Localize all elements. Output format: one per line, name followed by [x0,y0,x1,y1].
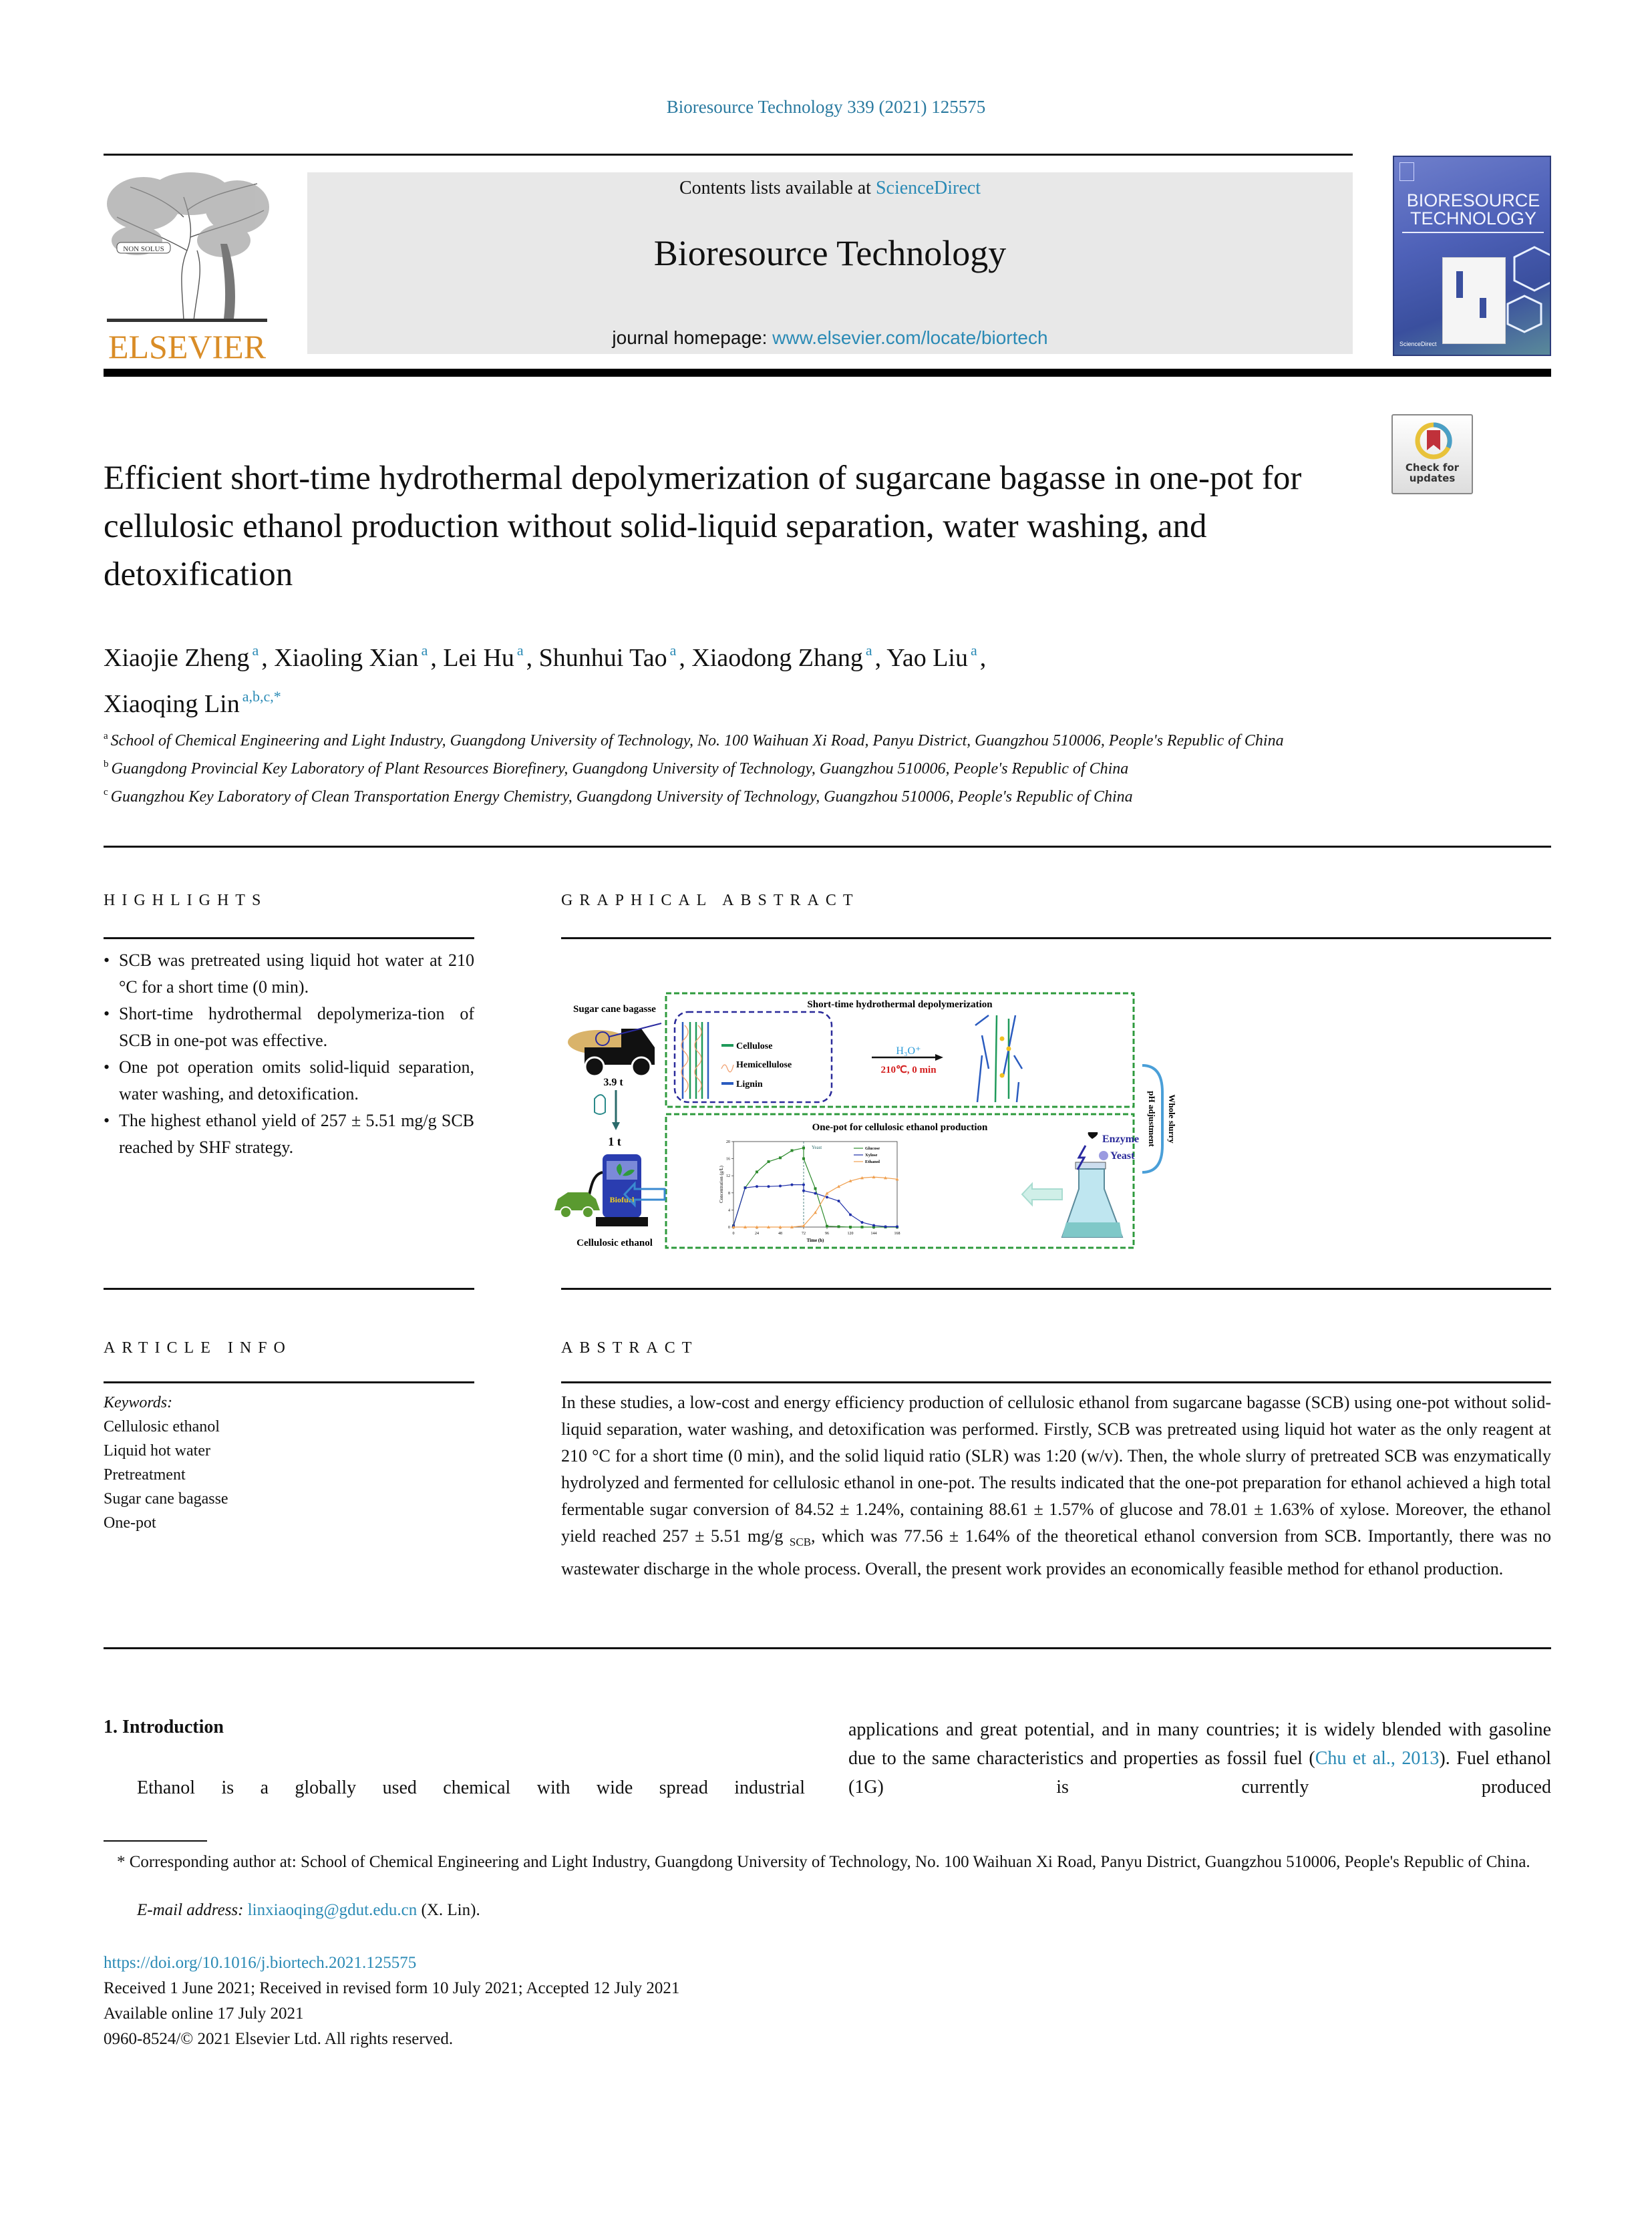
x-tick-label: 0 [732,1232,735,1236]
abstract-body [561,1389,1551,1582]
data-point-glucose [814,1187,817,1190]
legend-label-xylose: Xylose [865,1153,878,1158]
author-name[interactable]: Lei Hu [443,644,514,672]
author-affiliation-marker[interactable]: a [865,642,872,659]
logo-motto: NON SOLUS [123,245,164,253]
enzyme-icon [1088,1132,1098,1139]
data-point-xylose [896,1225,898,1228]
cover-title-line2: TECHNOLOGY [1410,208,1537,228]
x-tick-label: 120 [847,1232,854,1236]
truck-icon [568,1023,661,1076]
legend-label-glucose: Glucose [865,1146,880,1151]
received-dates: Received 1 June 2021; Received in revised form 10 July 2021; Accepted 12 July 2021 [104,1979,680,1997]
data-point-glucose [826,1225,828,1228]
author-name[interactable]: Xiaodong Zhang [691,644,863,672]
contents-line [307,178,1353,199]
annotation-label: Yeast [812,1145,822,1150]
crossmark-label [1393,462,1472,484]
y-tick-label: 16 [726,1157,730,1162]
data-point-glucose [802,1158,805,1160]
car-icon [554,1192,600,1218]
crossmark-label-line2: updates [1409,472,1456,484]
data-point-xylose [849,1213,852,1216]
x-tick-label: 96 [825,1232,829,1236]
author-separator: , [874,644,887,672]
data-point-xylose [884,1225,887,1228]
yeast-icon [1099,1151,1108,1160]
ga-condition: 210℃, 0 min [880,1065,937,1075]
journal-name: Bioresource Technology [653,233,1007,273]
ga-label-biofuel: Biofuel [609,1195,635,1204]
data-point-glucose [768,1160,770,1163]
affiliation-text: Guangdong Provincial Key Laboratory of Plant Resources Biorefinery, Guangdong University of Technology, Guangzhou 510006, People's Republic of China [111,760,1129,778]
keyword: Sugar cane bagasse [104,1490,228,1508]
corresponding-author-text: * Corresponding author at: School of Chemical Engineering and Light Industry, Guangdong University of Technology, No. 100 Waihuan Xi Road, Panyu District, Guangzhou 510006, People's Republic of China. [117,1853,1530,1871]
x-tick-label: 72 [802,1232,806,1236]
abstract-heading: ABSTRACT [561,1339,699,1357]
affiliation-marker: c [104,787,108,798]
flask-to-chart-arrow-icon [1022,1184,1062,1205]
section-rule [561,1288,1551,1290]
introduction-column-2 [848,1715,1551,1802]
data-point-glucose [838,1225,840,1228]
fuel-pump-icon [585,1154,648,1226]
keyword: One-pot [104,1514,156,1532]
abstract-rule [561,1381,1551,1383]
header-thick-rule [104,369,1551,377]
email-link[interactable]: linxiaoqing@gdut.edu.cn [247,1901,418,1919]
author-affiliation-marker[interactable]: a [252,642,259,659]
data-point-xylose [744,1186,747,1189]
author-list [104,631,1373,723]
ga-label-sugar-cane: Sugar cane bagasse [573,1004,656,1015]
affiliation-marker: b [104,759,109,770]
homepage-prefix: journal homepage: [612,327,773,348]
cover-title-line1: BIORESOURCE [1406,190,1540,210]
header-rule [104,154,1353,156]
article-info-rule [104,1381,474,1383]
author-affiliation-marker[interactable]: a [970,642,977,659]
email-suffix: (X. Lin). [417,1901,480,1919]
legend-hemicellulose-swatch [721,1065,733,1072]
data-point-glucose [779,1156,782,1159]
y-tick-label: 4 [728,1208,730,1213]
highlights-rule [104,937,474,939]
check-for-updates-button[interactable] [1391,414,1473,494]
y-tick-label: 8 [728,1191,730,1196]
intro-text: applications and great potential, and in many countries; it is widely blended with gasoline due to the same characteristics and properties as fossil fuel ( [848,1719,1551,1769]
author-name[interactable]: Xiaoling Xian [274,644,419,672]
data-point-xylose [872,1224,875,1226]
affiliation-text: School of Chemical Engineering and Light Industry, Guangdong University of Technology, No. 100 Waihuan Xi Road, Panyu District, Guangzhou 510006, People's Republic of China [110,732,1284,749]
section-rule [104,1288,474,1290]
legend-label-ethanol: Ethanol [865,1160,880,1164]
author-name[interactable]: Yao Liu [886,644,968,672]
graphical-abstract-rule [561,937,1551,939]
introduction-heading: 1. Introduction [104,1717,224,1737]
data-point-glucose [849,1226,852,1228]
author-name[interactable]: Xiaoqing Lin [104,690,240,718]
abstract-text-part2: , which was 77.56 ± 1.64% of the theoretical ethanol conversion from SCB. Importantly, there was no wastewater discharge in the whole process. Overall, the present work provides an economically feasible method for ethanol production. [561,1526,1551,1579]
graphical-abstract-heading: GRAPHICAL ABSTRACT [561,892,860,909]
available-online: Available online 17 July 2021 [104,2005,304,2023]
highlight-item: • Short-time hydrothermal depolymeriza-tion of SCB in one-pot was effective. [104,1001,474,1054]
affiliation [104,753,1546,781]
ga-top-box-title: Short-time hydrothermal depolymerization [807,999,993,1010]
affiliation [104,781,1546,809]
highlight-item: • SCB was pretreated using liquid hot water at 210 °C for a short time (0 min). [104,947,474,1001]
homepage-line [307,327,1353,349]
affiliation-marker: a [104,731,108,741]
highlights-list [104,947,474,1161]
data-point-glucose [756,1170,758,1173]
copyright: 0960-8524/© 2021 Elsevier Ltd. All rights reserved. [104,2030,454,2048]
cover-title [1399,192,1547,228]
data-point-xylose [791,1184,794,1186]
corresponding-author-footnote [104,1849,1551,1875]
ga-label-cellulosic-ethanol: Cellulosic ethanol [576,1238,653,1248]
crossmark-label-line1: Check for [1405,462,1460,474]
section-rule [104,846,1551,848]
author-affiliation-marker[interactable]: a [516,642,524,659]
cover-sciencedirect: ScienceDirect [1399,341,1437,347]
author-separator: , [261,644,275,672]
lignocellulose-structure-icon [681,1022,708,1099]
cover-rule [1402,232,1544,233]
ga-label-mass-in: 3.9 t [603,1077,623,1088]
keyword: Pretreatment [104,1466,186,1484]
affiliation-text: Guangzhou Key Laboratory of Clean Transportation Energy Chemistry, Guangdong University of Technology, Guangzhou 510006, People's Republic of China [110,788,1133,806]
author-separator: , [430,644,444,672]
footnote-rule [104,1840,207,1842]
erlenmeyer-flask-icon [1062,1162,1122,1237]
intro-text: ). Fuel ethanol (1G) is currently produced [848,1748,1551,1798]
contents-prefix: Contents lists available at [679,178,876,198]
data-point-xylose [838,1200,840,1202]
data-point-xylose [814,1192,817,1194]
email-line [137,1901,480,1920]
journal-masthead [307,172,1353,354]
data-point-xylose [826,1196,828,1198]
author-name[interactable]: Shunhui Tao [538,644,667,672]
citation-link[interactable]: Chu et al., 2013 [1315,1748,1440,1769]
ga-side-label-ph: pH adjustment [1147,1091,1157,1147]
data-point-xylose [756,1185,758,1188]
email-label: E-mail address: [137,1901,248,1919]
abstract-text-part1: In these studies, a low-cost and energy efficiency production of cellulosic ethanol from sugarcane bagasse (SCB) using one-pot without solid-liquid separation, water washing, and detoxification was performed. Firstly, SCB was pretreated using liquid hot water as the only reagent at 210 °C for a short time (0 min), and the solid liquid ratio (SLR) was 1:20 (w/v). Then, the whole slurry of pretreated SCB was enzymatically hydrolyzed and fermented for cellulosic ethanol in one-pot. The results indicated that the one-pot preparation for ethanol achieved a high total fermentable sugar conversion of 84.52 ± 1.24%, containing 88.61 ± 1.57% of glucose and 78.01 ± 1.63% of xylose. Moreover, the ethanol yield reached 257 ± 5.51 mg/g [561,1393,1551,1546]
publisher-wordmark: ELSEVIER [108,328,267,365]
y-tick-label: 20 [726,1140,730,1144]
data-point-xylose [768,1185,770,1188]
fermentation-chart [719,1140,900,1243]
legend-lignin: Lignin [736,1079,763,1089]
x-tick-label: 48 [778,1232,782,1236]
x-tick-label: 168 [894,1232,900,1236]
y-axis-label: Concentration (g/L) [719,1166,724,1203]
ga-bottom-box-title: One-pot for cellulosic ethanol production [812,1122,988,1133]
affiliation-list [104,725,1546,809]
data-point-glucose [861,1226,864,1228]
author-affiliation-marker[interactable]: a,b,c,* [242,688,281,705]
author-name[interactable]: Xiaojie Zheng [104,644,250,672]
ga-label-yeast: Yeast [1110,1150,1135,1162]
introduction-column-1: Ethanol is a globally used chemical with wide spread industrial [137,1777,805,1798]
data-point-xylose [779,1185,782,1188]
journal-citation-link[interactable]: Bioresource Technology 339 (2021) 125575 [666,97,986,117]
data-point-xylose [802,1190,805,1192]
ga-side-label-slurry: Whole slurry [1167,1094,1177,1144]
data-point-xylose [861,1221,864,1224]
affiliation [104,725,1546,753]
y-tick-label: 0 [728,1226,730,1230]
highlights-heading: HIGHLIGHTS [104,892,268,909]
data-point-glucose [791,1149,794,1152]
ga-label-mass-out: 1 t [608,1135,621,1148]
x-tick-label: 24 [755,1232,759,1236]
keyword: Liquid hot water [104,1442,210,1460]
data-point-glucose [802,1147,805,1150]
journal-homepage-link[interactable]: www.elsevier.com/locate/biortech [772,327,1048,348]
highlight-item: • The highest ethanol yield of 257 ± 5.51 mg/g SCB reached by SHF strategy. [104,1107,474,1161]
ga-reagent: H₃O⁺ [896,1045,921,1057]
article-title: Efficient short-time hydrothermal depolymerization of sugarcane bagasse in one-pot for cellulosic ethanol production without solid-liquid separation, water washing, and detoxification [104,460,1302,593]
highlight-item: • One pot operation omits solid-liquid separation, water washing, and detoxification. [104,1054,474,1107]
doi-link[interactable]: https://doi.org/10.1016/j.biortech.2021.125575 [104,1954,417,1972]
keywords-list [104,1391,474,1535]
data-point-xylose [802,1184,805,1186]
keywords-label: Keywords: [104,1394,173,1411]
keyword: Cellulosic ethanol [104,1418,220,1435]
author-affiliation-marker[interactable]: a [669,642,677,659]
sciencedirect-link[interactable]: ScienceDirect [875,178,981,198]
publication-metadata [104,1950,679,2052]
thumbs-up-icon [595,1095,605,1114]
x-tick-label: 144 [870,1232,877,1236]
x-axis-label: Time (h) [806,1238,824,1243]
legend-cellulose: Cellulose [736,1041,773,1051]
legend-hemicellulose: Hemicellulose [736,1060,792,1070]
journal-cover-image [1393,156,1551,356]
cover-hexagon-decoration-icon [1494,244,1551,356]
cover-publisher-logo-icon [1399,162,1414,181]
abstract-subscript: SCB [789,1536,812,1549]
author-separator: , [979,644,987,672]
author-affiliation-marker[interactable]: a [421,642,428,659]
article-info-heading: ARTICLE INFO [104,1339,292,1357]
section-rule [104,1647,1551,1649]
author-separator: , [679,644,692,672]
graphical-abstract-figure [548,975,1189,1269]
ga-label-enzyme: Enzyme [1102,1134,1140,1145]
depolymerized-fibers-icon [975,1015,1022,1102]
y-tick-label: 12 [726,1174,730,1179]
crossmark-icon [1414,421,1454,461]
author-separator: , [526,644,539,672]
